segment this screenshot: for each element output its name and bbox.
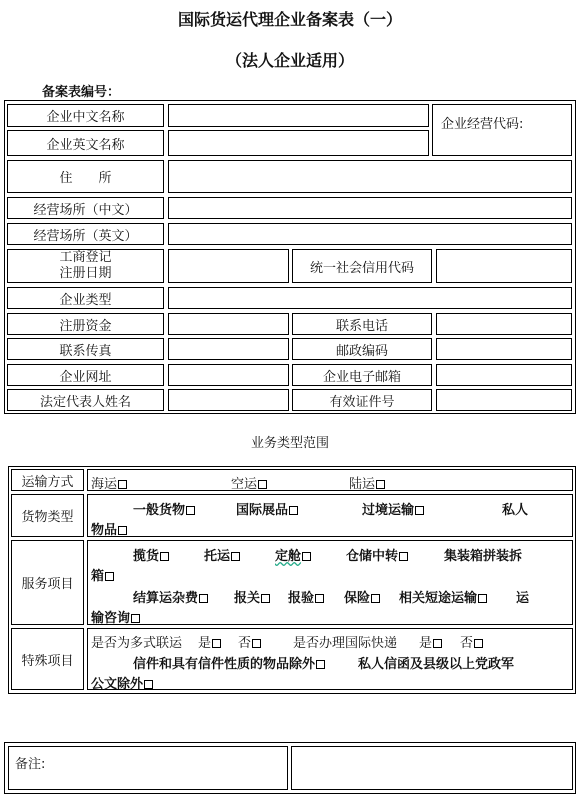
remarks-extra-field[interactable] — [291, 746, 573, 790]
form-subtitle: （法人企业适用） — [225, 51, 354, 70]
fax-label: 联系传真 — [7, 338, 164, 360]
svc-insurance-option[interactable] — [344, 587, 380, 606]
address-label: 住 所 — [7, 160, 164, 193]
phone-label: 联系电话 — [292, 313, 432, 335]
svc-customs-text: 报关 — [234, 591, 261, 606]
cargo-label: 货物类型 — [11, 494, 84, 537]
reg-capital-label: 注册资金 — [7, 313, 164, 335]
svc-inspection-option[interactable] — [288, 587, 324, 606]
checkbox[interactable] — [371, 594, 380, 603]
express-no-option[interactable] — [460, 632, 483, 651]
company-type-label: 企业类型 — [7, 287, 164, 309]
transport-sea-option[interactable] — [91, 473, 127, 492]
special-express-text: 是否办理国际快递 — [293, 636, 398, 651]
reg-date-label-line1: 工商登记 — [59, 250, 112, 265]
checkbox[interactable] — [302, 552, 311, 561]
svc-container-text-2: 箱 — [91, 569, 105, 584]
svc-consign-text: 托运 — [204, 549, 231, 564]
special-exclude-letters-option[interactable] — [133, 653, 325, 672]
svc-warehouse-option[interactable] — [346, 545, 408, 564]
transport-land-text: 陆运 — [349, 477, 376, 492]
transport-label: 运输方式 — [11, 469, 84, 491]
checkbox[interactable] — [316, 660, 325, 669]
reg-date-label — [7, 249, 164, 283]
cargo-private-text-2: 物品 — [91, 523, 118, 538]
special-label: 特殊项目 — [11, 628, 84, 690]
checkbox[interactable] — [289, 506, 298, 515]
svc-consult-text-2: 输咨询 — [91, 611, 131, 626]
checkbox[interactable] — [231, 552, 240, 561]
biz-place-cn-label: 经营场所（中文） — [7, 197, 164, 219]
scope-title: 业务类型范围 — [250, 436, 329, 451]
checkbox[interactable] — [131, 614, 140, 623]
express-no-text: 否 — [460, 636, 474, 651]
email-field[interactable] — [436, 364, 572, 386]
reg-date-field[interactable] — [168, 249, 289, 283]
record-number-label: 备案表编号： — [42, 85, 121, 100]
checkbox[interactable] — [474, 639, 483, 648]
postcode-field[interactable] — [436, 338, 572, 360]
checkbox[interactable] — [118, 480, 127, 489]
svc-insurance-text: 保险 — [344, 591, 371, 606]
checkbox[interactable] — [315, 594, 324, 603]
email-label: 企业电子邮箱 — [292, 364, 432, 386]
multimodal-no-text: 否 — [238, 636, 252, 651]
svc-settlement-option[interactable] — [133, 587, 208, 606]
biz-place-en-label: 经营场所（英文） — [7, 223, 164, 245]
svc-solicit-text: 揽货 — [133, 549, 160, 564]
credit-code-label: 统一社会信用代码 — [292, 249, 432, 283]
svc-booking-option[interactable] — [275, 545, 311, 564]
svc-settlement-text: 结算运杂费 — [133, 591, 199, 606]
svc-short-haul-text: 相关短途运输 — [399, 591, 478, 606]
transport-sea-text: 海运 — [91, 477, 118, 492]
form-title: 国际货运代理企业备案表（一） — [177, 10, 402, 29]
special-multimodal-text: 是否为多式联运 — [91, 636, 183, 651]
svc-container-text-1: 集装箱拼装拆 — [444, 549, 523, 564]
checkbox[interactable] — [105, 572, 114, 581]
checkbox[interactable] — [258, 480, 267, 489]
svc-consult-text-1: 运 — [516, 591, 530, 606]
multimodal-no-option[interactable] — [238, 632, 261, 651]
postcode-label: 邮政编码 — [292, 338, 432, 360]
checkbox[interactable] — [478, 594, 487, 603]
svc-warehouse-text: 仓储中转 — [346, 549, 399, 564]
checkbox[interactable] — [212, 639, 221, 648]
biz-place-en-field[interactable] — [168, 223, 572, 245]
service-options — [87, 540, 573, 625]
transport-air-option[interactable] — [231, 473, 267, 492]
biz-place-cn-field[interactable] — [168, 197, 572, 219]
svc-consign-option[interactable] — [204, 545, 240, 564]
checkbox[interactable] — [160, 552, 169, 561]
id-doc-label: 有效证件号 — [292, 389, 432, 411]
checkbox[interactable] — [252, 639, 261, 648]
legal-rep-label: 法定代表人姓名 — [7, 389, 164, 411]
business-code-field[interactable]: 企业经营代码: — [432, 104, 572, 156]
company-type-field[interactable] — [168, 287, 572, 309]
cargo-private-option[interactable] — [91, 519, 127, 538]
transport-options — [87, 469, 573, 491]
express-yes-option[interactable] — [419, 632, 442, 651]
cargo-exhibit-option[interactable] — [236, 499, 298, 518]
svc-container-option[interactable] — [91, 565, 114, 584]
service-label: 服务项目 — [11, 540, 84, 625]
multimodal-yes-text: 是 — [198, 636, 212, 651]
cargo-transit-text: 过境运输 — [362, 503, 415, 518]
special-exclude-text-1: 信件和具有信件性质的物品除外 — [133, 657, 316, 672]
transport-air-text: 空运 — [231, 477, 258, 492]
reg-capital-field[interactable] — [168, 313, 289, 335]
reg-date-label-line2: 注册日期 — [59, 266, 112, 281]
special-exclude-text-2: 私人信函及县级以上党政军 — [358, 657, 515, 672]
checkbox[interactable] — [144, 680, 153, 689]
id-doc-field[interactable] — [436, 389, 572, 411]
svc-customs-option[interactable] — [234, 587, 270, 606]
special-exclude-text-3: 公文除外 — [91, 677, 144, 692]
svc-consult-option[interactable] — [91, 607, 140, 626]
checkbox[interactable] — [415, 506, 424, 515]
cargo-private-text-1: 私人 — [502, 503, 529, 518]
legal-rep-field[interactable] — [168, 389, 289, 411]
svc-solicit-option[interactable] — [133, 545, 169, 564]
company-name-en-label: 企业英文名称 — [7, 130, 164, 156]
special-exclude-docs-option[interactable] — [91, 673, 153, 692]
remarks-field[interactable] — [8, 746, 288, 790]
company-name-en-field[interactable] — [168, 130, 429, 156]
checkbox[interactable] — [118, 526, 127, 535]
address-field[interactable] — [168, 160, 572, 193]
checkbox[interactable] — [433, 639, 442, 648]
multimodal-yes-option[interactable] — [198, 632, 221, 651]
svc-inspection-text: 报验 — [288, 591, 315, 606]
website-field[interactable] — [168, 364, 289, 386]
remarks-label: 备注: — [15, 757, 46, 772]
fax-field[interactable] — [168, 338, 289, 360]
checkbox[interactable] — [399, 552, 408, 561]
phone-field[interactable] — [436, 313, 572, 335]
express-yes-text: 是 — [419, 636, 433, 651]
cargo-general-text: 一般货物 — [133, 503, 186, 518]
cargo-general-option[interactable] — [133, 499, 195, 518]
credit-code-field[interactable] — [436, 249, 572, 283]
cargo-exhibit-text: 国际展品 — [236, 503, 289, 518]
website-label: 企业网址 — [7, 364, 164, 386]
checkbox[interactable] — [186, 506, 195, 515]
svc-short-haul-option[interactable] — [399, 587, 487, 606]
svc-booking-text: 定舱 — [275, 549, 302, 564]
checkbox[interactable] — [199, 594, 208, 603]
cargo-transit-option[interactable] — [362, 499, 424, 518]
transport-land-option[interactable] — [349, 473, 385, 492]
cargo-options — [87, 494, 573, 537]
checkbox[interactable] — [376, 480, 385, 489]
special-options — [87, 628, 573, 690]
checkbox[interactable] — [261, 594, 270, 603]
company-name-cn-label: 企业中文名称 — [7, 104, 164, 127]
company-name-cn-field[interactable] — [168, 104, 429, 127]
